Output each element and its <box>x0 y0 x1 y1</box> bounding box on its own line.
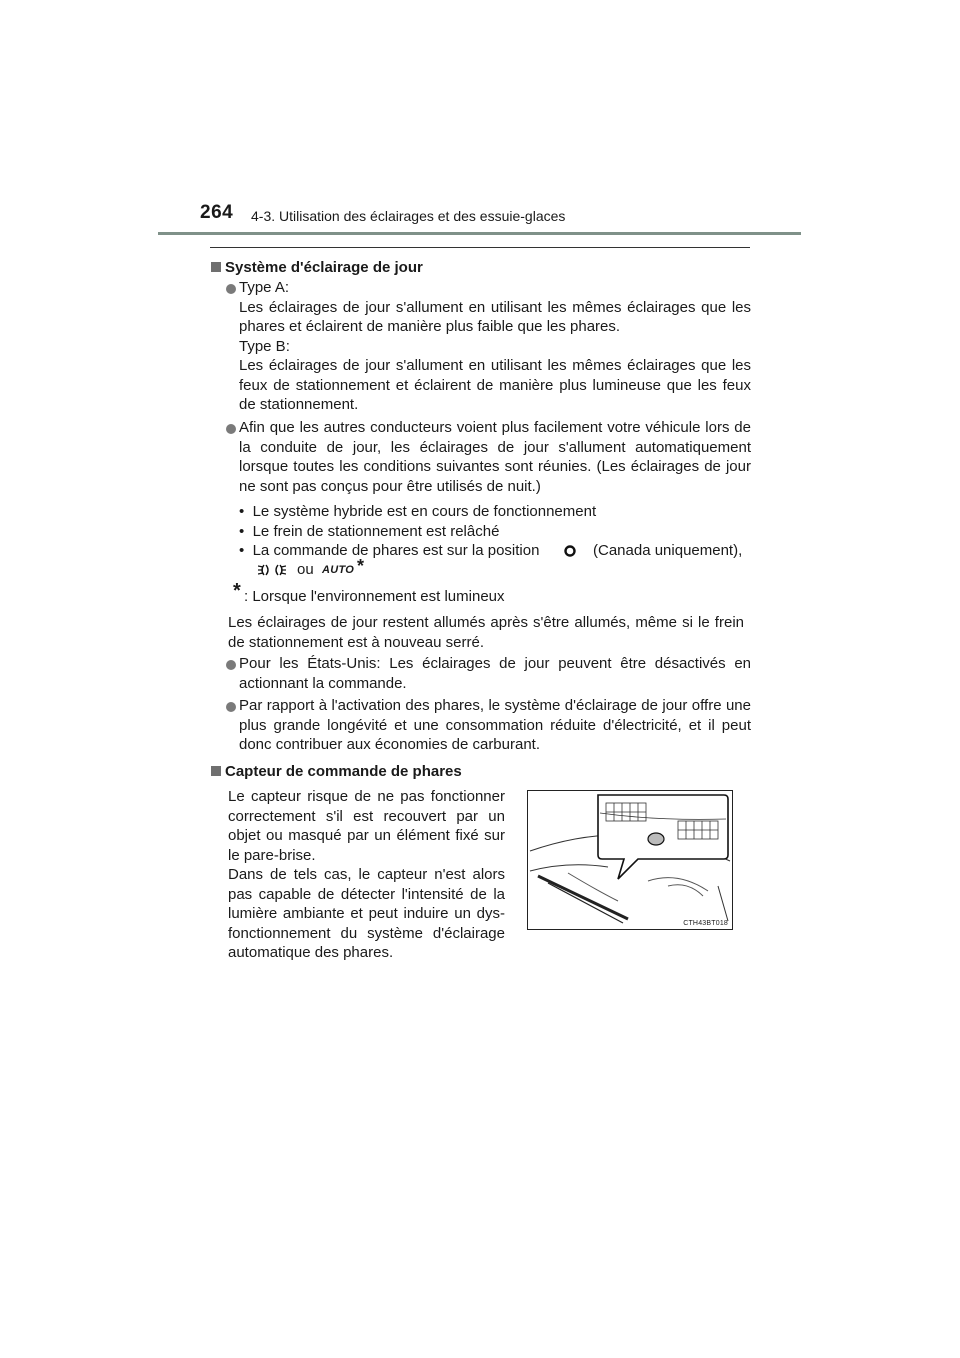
list-item: • Le système hybride est en cours de fonctionnement <box>239 503 597 520</box>
sensor-illustration <box>527 790 733 930</box>
light-sensor-icon <box>648 833 664 845</box>
list-item: • La commande de phares est sur la position <box>239 542 540 559</box>
bullet-conditions-intro: Afin que les autres conducteurs voient plus facilement votre véhicule lors de la conduite de jour, les éclairages de jour s'allument automatiquement lorsque toutes les conditions suivantes sont réunies. (Les éclairages de jour ne sont pas conçus pour être utilisés de nuit.) <box>239 419 751 495</box>
bullet-us-disable: Pour les États-Unis: Les éclairages de jour peuvent être désactivés en actionnant la commande. <box>239 655 751 692</box>
square-heading-icon <box>211 262 221 272</box>
section-heading-sensor: Capteur de commande de phares <box>211 762 462 782</box>
or-text: ou <box>297 561 314 578</box>
figure-label: CTH43BT018 <box>683 920 728 927</box>
header-rule <box>158 232 801 235</box>
headlight-off-position-icon <box>563 544 577 558</box>
square-heading-icon <box>211 766 221 776</box>
sensor-description: Le capteur risque de ne pas fonctionner correctement s'il est recouvert par un objet ou masqué par un élément fixé sur le pare-brise. Dans de tels cas, le capteur n'est alors pas capable de détecter l'intensité de la lumière ambiante et peut induire un dys- fonctionnement du système d'éclairage automatique des phares. <box>228 788 505 961</box>
section-heading-daytime-lights: Système d'éclairage de jour <box>211 258 423 278</box>
footnote-asterisk: * <box>233 580 241 602</box>
circle-bullet-icon <box>226 284 236 294</box>
windshield-sensor-drawing <box>528 791 732 929</box>
auto-position-icon: AUTO <box>322 564 355 576</box>
list-item: • Le frein de stationnement est relâché <box>239 522 500 540</box>
circle-bullet-icon <box>226 424 236 434</box>
bullet-efficiency: Par rapport à l'activation des phares, le système d'éclairage de jour offre une plus grande longévité et une consommation réduite d'électricité, et il peut donc contribuer aux économies de carburant. <box>239 697 751 753</box>
asterisk-mark: * <box>357 556 365 576</box>
canada-note: (Canada uniquement), <box>593 542 743 559</box>
chapter-title: 4-3. Utilisation des éclairages et des essuie-glaces <box>251 208 566 224</box>
daytime-running-light-icon <box>258 562 286 578</box>
circle-bullet-icon <box>226 660 236 670</box>
page-number: 264 <box>200 202 234 223</box>
footnote-text: : Lorsque l'environnement est lumineux <box>244 588 505 605</box>
section-rule <box>210 247 750 248</box>
circle-bullet-icon <box>226 702 236 712</box>
daytime-lights-note: Les éclairages de jour restent allumés après s'être allumés, même si le frein de stationnement est à nouveau serré. <box>228 614 744 651</box>
bullet-type-a-b: Type A: Les éclairages de jour s'allument en utilisant les mêmes éclairages que les phares et éclairent de manière plus faible que les phares. Type B: Les éclairages de jour s'allument en utilisant les mêmes éclairages que les feux de stationnement et éclairent de manière plus lumineuse que les feux de stationnement. <box>239 279 751 413</box>
